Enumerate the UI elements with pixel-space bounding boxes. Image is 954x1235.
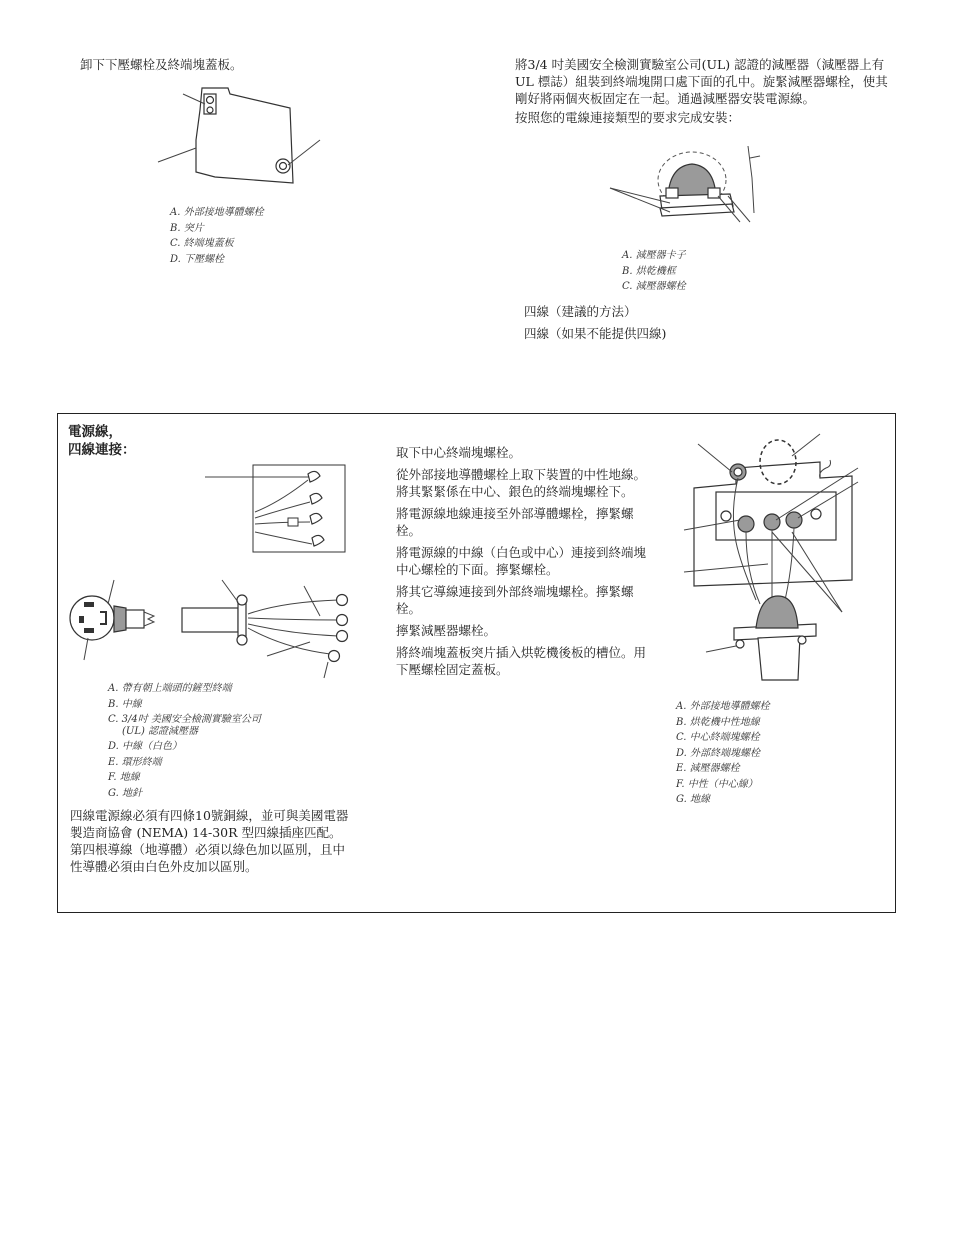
- cover-removal-instruction: 卸下下壓螺栓及終端塊蓋板。: [80, 57, 243, 72]
- cord-requirement-paragraph: 四線電源線必須有四條10號銅線，並可與美國電器製造商協會 (NEMA) 14-30R 型四線插座匹配。 第四根導線（地導體）必須以綠色加以區別，且中性導體必須由白色外皮加以區別。: [70, 808, 349, 874]
- cover-captions: A. 外部接地導體螺栓 B. 突片 C. 終端塊蓋板 D. 下壓螺栓: [170, 207, 264, 265]
- step-1: 取下中心終端塊螺栓。: [396, 445, 522, 460]
- step-6: 擰緊減壓器螺栓。: [396, 623, 497, 638]
- strain-relief-illustration: [600, 138, 780, 248]
- terminal-cover-illustration: [150, 80, 330, 190]
- strain-relief-instruction: 將3/4 吋美國安全檢測實驗室公司(UL) 認證的減壓器（減壓器上有UL 標誌）組裝到終端塊開口處下面的孔中。旋緊減壓器螺栓，使其剛好將兩個夾板固定在一起。通過減壓器安裝電源線。: [515, 57, 888, 106]
- step-7: 將終端塊蓋板突片插入烘乾機後板的槽位。用下壓螺栓固定蓋板。: [396, 645, 647, 677]
- step-2: 從外部接地導體螺栓上取下裝置的中性地線。將其緊緊係在中心、銀色的終端塊螺栓下。: [396, 467, 647, 499]
- spade-terminal-illustration: [200, 462, 350, 556]
- step-3: 將電源線地線連接至外部導體螺栓，擰緊螺栓。: [396, 506, 634, 538]
- step-5: 將其它導線連接到外部終端塊螺栓。擰緊螺栓。: [396, 584, 634, 616]
- four-wire-cord-illustration: [62, 578, 362, 678]
- connection-steps: [396, 444, 654, 683]
- terminal-block-wiring-illustration: [680, 432, 860, 682]
- strain-relief-captions: A. 減壓器卡子 B. 烘乾機框 C. 減壓器螺栓: [622, 250, 686, 292]
- step-4: 將電源線的中線（白色或中心）連接到終端塊中心螺栓的下面。擰緊螺栓。: [396, 545, 647, 577]
- wiring-type-instruction: 按照您的電線連接類型的要求完成安裝：: [515, 110, 741, 125]
- cord-captions: A. 帶有朝上端頭的鏟型終端 B. 中線 C. 3/4吋 美國安全檢測實驗室公司 (UL) 認證減壓器 D. 中線（白色） E. 環形終端 F. 地線 G. 地針: [108, 683, 261, 799]
- option-four-wire-recommended: 四線（建議的方法）: [524, 304, 637, 319]
- option-four-wire-unavailable: 四線（如果不能提供四線): [524, 326, 667, 341]
- terminal-block-captions: A. 外部接地導體螺栓 B. 烘乾機中性地線 C. 中心終端塊螺栓 D. 外部終端塊螺栓 E. 減壓器螺栓 F. 中性（中心線） G. 地線: [676, 701, 770, 805]
- panel-title: 電源線， 四線連接：: [68, 424, 136, 458]
